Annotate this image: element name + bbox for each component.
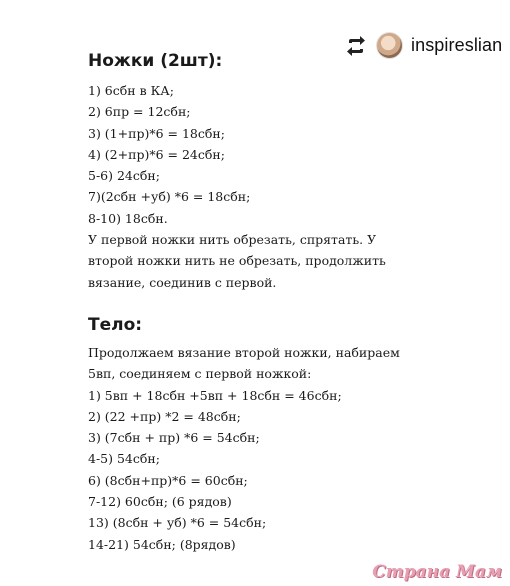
body-section bbox=[88, 312, 400, 552]
instruction-line: вязание, соединив с первой. bbox=[88, 274, 277, 290]
instruction-line: У первой ножки нить обрезать, спрятать. У bbox=[88, 232, 377, 248]
body-instructions bbox=[88, 342, 400, 555]
username[interactable]: inspireslian bbox=[411, 35, 503, 55]
legs-instructions bbox=[88, 80, 386, 293]
instruction-line: 4-5) 54сбн; bbox=[88, 451, 160, 467]
repost-attribution bbox=[344, 32, 502, 59]
instruction-line: 4) (2+пр)*6 = 24сбн; bbox=[88, 146, 225, 162]
repost-icon[interactable] bbox=[344, 34, 368, 58]
instruction-line: 2) (22 +пр) *2 = 48сбн; bbox=[88, 408, 241, 424]
instruction-line: 5вп, соединяем с первой ножкой: bbox=[88, 366, 312, 382]
instruction-line: 5-6) 24сбн; bbox=[88, 168, 160, 184]
instruction-line: Продолжаем вязание второй ножки, набираем bbox=[88, 345, 400, 360]
body-heading: Тело: bbox=[88, 315, 143, 335]
instruction-line: 7-12) 60сбн; (6 рядов) bbox=[88, 494, 232, 510]
avatar[interactable] bbox=[376, 32, 403, 59]
legs-heading: Ножки (2шт): bbox=[88, 51, 223, 71]
instruction-line: 6) (8сбн+пр)*6 = 60сбн; bbox=[88, 472, 248, 488]
instruction-line: 14-21) 54сбн; (8рядов) bbox=[88, 536, 236, 552]
instruction-line: 7)(2сбн +уб) *6 = 18сбн; bbox=[88, 189, 251, 205]
site-watermark: Страна Мам bbox=[372, 562, 502, 582]
instruction-line: 1) 5вп + 18сбн +5вп + 18сбн = 46сбн; bbox=[88, 387, 342, 403]
instruction-line: 3) (1+пр)*6 = 18сбн; bbox=[88, 125, 225, 141]
instruction-line: 1) 6сбн в КА; bbox=[88, 83, 174, 98]
instruction-line: 13) (8сбн + уб) *6 = 54сбн; bbox=[88, 515, 267, 531]
instruction-line: второй ножки нить не обрезать, продолжить bbox=[88, 253, 386, 269]
instruction-line: 3) (7сбн + пр) *6 = 54сбн; bbox=[88, 430, 260, 446]
instruction-line: 2) 6пр = 12сбн; bbox=[88, 104, 191, 120]
legs-section bbox=[88, 48, 386, 290]
instruction-line: 8-10) 18сбн. bbox=[88, 210, 168, 226]
